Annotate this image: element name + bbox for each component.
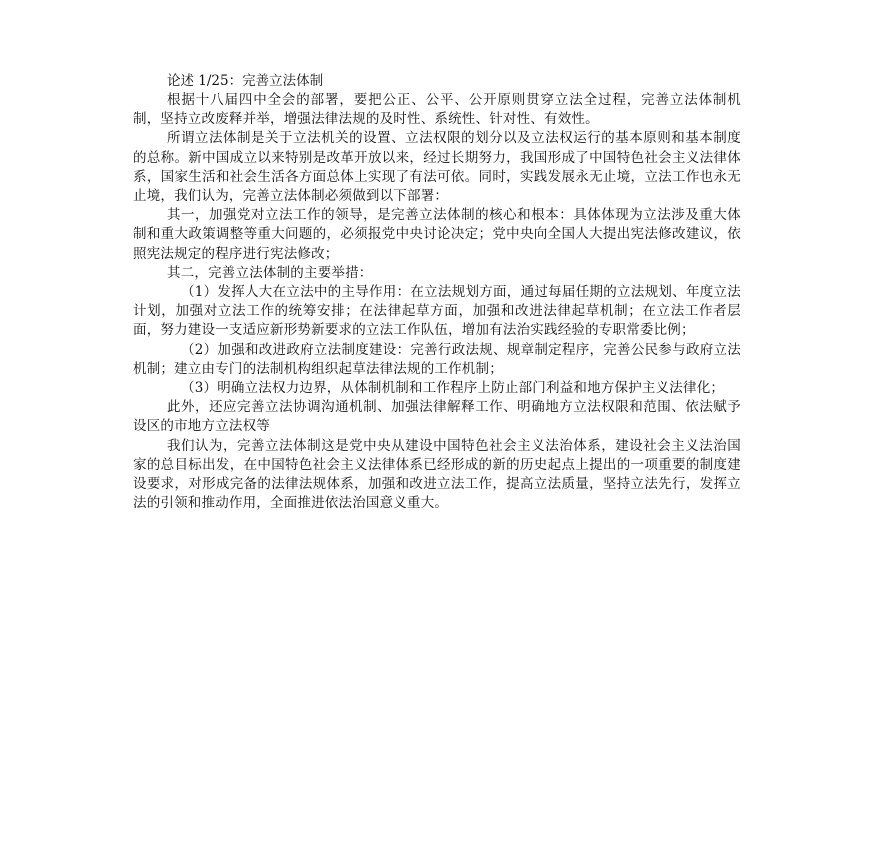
paragraph-conclusion: 我们认为，完善立法体制这是党中央从建设中国特色社会主义法治体系，建设社会主义法治国家的总目标出发，在中国特色社会主义法律体系已经形成的新的历史起点上提出的一项重要的制度建设要求，对形成完备的法律法规体系，加强和改进立法工作，提高立法质量，坚持立法先行，发挥立法的引领和推动作用，全面推进依法治国意义重大。 bbox=[133, 437, 741, 512]
paragraph-second-point: 其二，完善立法体制的主要举措： bbox=[167, 264, 373, 281]
document-page bbox=[133, 72, 741, 513]
paragraph-definition: 所谓立法体制是关于立法机关的设置、立法权限的划分以及立法权运行的基本原则和基本制度的总称。新中国成立以来特别是改革开放以来，经过长期努力，我国形成了中国特色社会主义法律体系，国家生活和社会生活各方面总体上实现了有法可依。同时，实践发展永无止境，立法工作也永无止境，我们认为，完善立法体制必须做到以下部署： bbox=[133, 130, 741, 205]
paragraph-measure-3: （3）明确立法权力边界，从体制机制和工作程序上防止部门利益和地方保护主义法律化； bbox=[181, 380, 725, 397]
paragraph-measure-2: （2）加强和改进政府立法制度建设：完善行政法规、规章制定程序，完善公民参与政府立法机制；建立由专门的法制机构组织起草法律法规的工作机制； bbox=[133, 341, 741, 377]
paragraph-intro: 根据十八届四中全会的部署，要把公正、公平、公开原则贯穿立法全过程，完善立法体制机制，坚持立改废释并举，增强法律法规的及时性、系统性、针对性、有效性。 bbox=[133, 92, 741, 128]
paragraph-measure-1: （1）发挥人大在立法中的主导作用：在立法规划方面，通过每届任期的立法规划、年度立法计划，加强对立法工作的统筹安排；在法律起草方面，加强和改进法律起草机制；在立法工作者层面，努力建设一支适应新形势新要求的立法工作队伍，增加有法治实践经验的专职常委比例； bbox=[133, 284, 741, 339]
paragraph-additional: 此外，还应完善立法协调沟通机制、加强法律解释工作、明确地方立法权限和范围、依法赋予设区的市地方立法权等 bbox=[133, 399, 741, 435]
document-title: 论述 1/25：完善立法体制 bbox=[167, 73, 324, 89]
paragraph-first-point: 其一，加强党对立法工作的领导，是完善立法体制的核心和根本：具体体现为立法涉及重大体制和重大政策调整等重大问题的，必须报党中央讨论决定；党中央向全国人大提出宪法修改建议，依照宪法规定的程序进行宪法修改； bbox=[133, 207, 741, 262]
